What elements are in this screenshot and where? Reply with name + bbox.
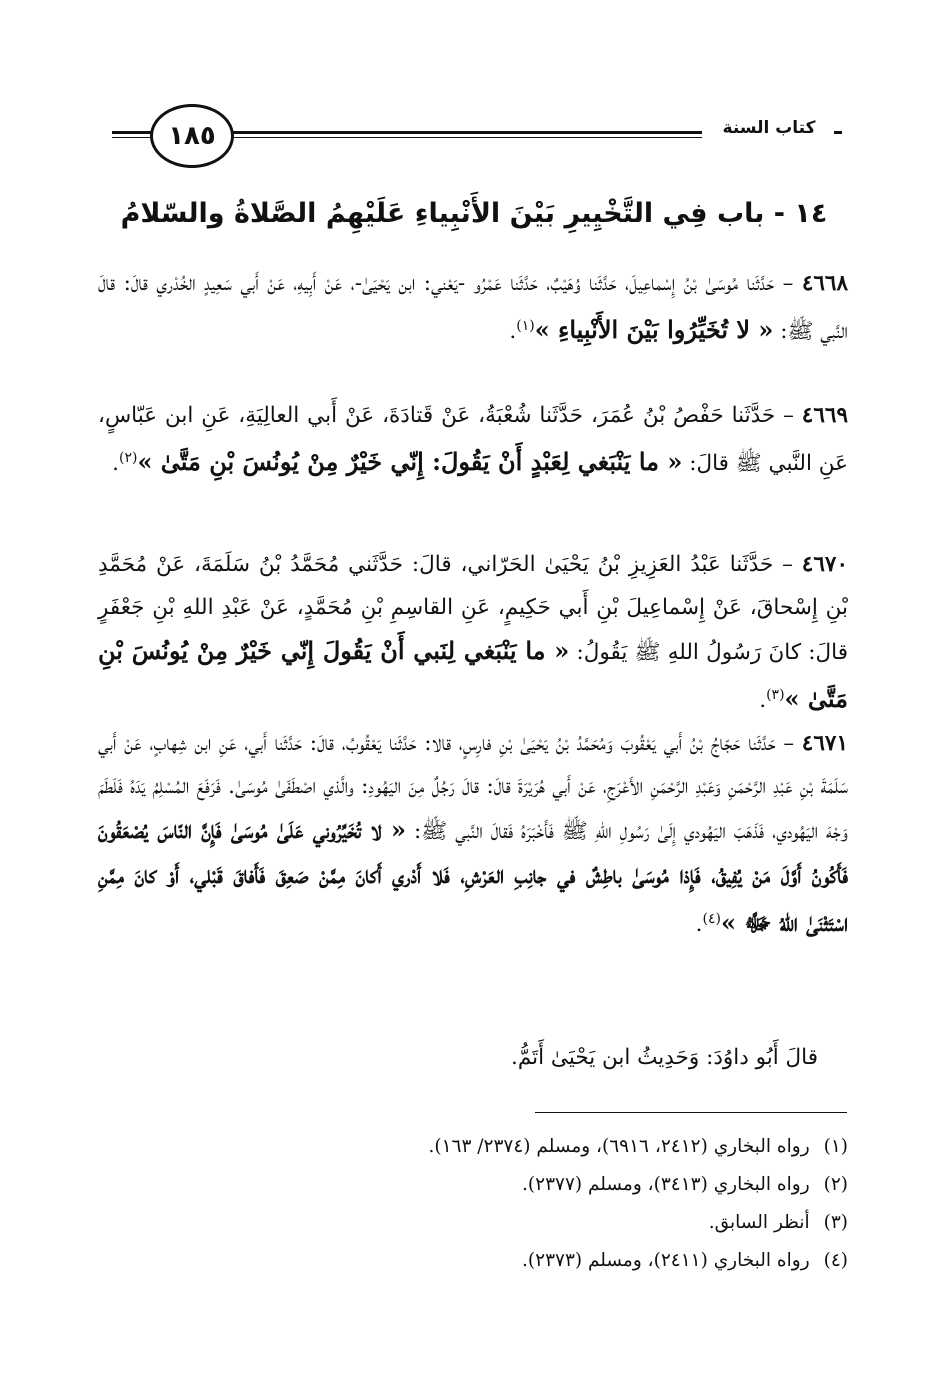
footnote-item [98, 1128, 848, 1166]
hadith-block: ٤٦٦٩ – حَدَّثَنا حَفْصُ بْنُ عُمَرَ، حَدَّثَنا شُعْبَةُ، عَنْ قَتادَةَ، عَنْ أَبي العالِيَةِ، عَنِ ابن عَبّاسٍ، عَنِ النَّبي ﷺ قالَ: « ما يَنْبَغي لِعَبْدٍ أَنْ يَقُولَ: إِنّي خَيْرٌ مِنْ يُونُسَ بْنِ مَتَّىٰ »$^{(٢)}$. [98, 403, 848, 477]
hadith-matn: « ما يَنْبَغي لِنَبي أَنْ يَقُولَ إِنّي خَيْرٌ مِنْ يُونُسَ بْنِ مَتَّىٰ » [98, 636, 848, 714]
footnote-ref: (٤) [702, 911, 721, 927]
footnote-number: (٢) [823, 1174, 848, 1195]
footnote-text: رواه البخاري (٣٤١٣)، ومسلم (٢٣٧٧). [522, 1174, 810, 1195]
footnote-separator [535, 1112, 847, 1113]
footnotes [98, 1128, 848, 1280]
hadith-number: ٤٦٦٩ [801, 403, 848, 428]
footnote-item [98, 1166, 848, 1204]
hadith-matn: « لا تُخَيِّرُوا بَيْنَ الأَنْبِياءِ » [534, 315, 774, 345]
footnote-ref: (١) [516, 318, 535, 334]
hadith-isnad: – حَدَّثَنا عَبْدُ العَزِيزِ بْنُ يَحْيَىٰ الحَرّاني، قالَ: حَدَّثَني مُحَمَّدُ بْنُ سَلَمَةَ، عَنْ مُحَمَّدِ بْنِ إِسْحاقَ، عَنْ إِسْماعِيلَ بْنِ أَبي حَكِيمٍ، عَنِ القاسِمِ بْنِ مُحَمَّدٍ، عَنْ عَبْدِ اللهِ بْنِ جَعْفَرٍ قالَ: كانَ رَسُولُ اللهِ ﷺ يَقُولُ: [98, 552, 848, 665]
footnote-text: أنظر السابق. [708, 1212, 810, 1233]
footnote-text: رواه البخاري (٢٤١٢، ٦٩١٦)، ومسلم (٢٣٧٤/ ١٦٣). [428, 1136, 810, 1157]
footnote-number: (١) [823, 1136, 848, 1157]
footnote-item [98, 1204, 848, 1242]
header-rule-tail [834, 131, 842, 134]
footnote-item [98, 1242, 848, 1280]
hadith-isnad: – حَدَّثَنا حَفْصُ بْنُ عُمَرَ، حَدَّثَنا شُعْبَةُ، عَنْ قَتادَةَ، عَنْ أَبي العالِيَةِ، عَنِ ابن عَبّاسٍ، عَنِ النَّبي ﷺ قالَ: [98, 403, 848, 477]
hadith-block: ٤٦٧١ – حَدَّثَنا حَجّاجُ بْنُ أَبي يَعْقُوبَ وَمُحَمَّدُ بْنُ يَحْيَىٰ بْنِ فارِسٍ، قالا: حَدَّثَنا يَعْقُوبُ، قالَ: حَدَّثَنا أَبي، عَنِ ابن شِهابٍ، عَنْ أَبي سَلَمَةَ بْنِ عَبْدِ الرَّحْمَنِ وَعَبْدِ الرَّحْمَنِ الأَعْرَجِ، عَنْ أَبي هُرَيْرَةَ قالَ: قالَ رَجُلٌ مِنَ اليَهُودِ: والَّذي اصْطَفَىٰ مُوسَىٰ. فَرَفَعَ المُسْلِمُ يَدَهُ فَلَطَمَ وَجْهَ اليَهُودي، فَذَهَبَ اليَهُودي إِلَىٰ رَسُولِ اللهِ ﷺ فَأَخْبَرَهُ فَقالَ النَّبي ﷺ: « لا تُخَيِّرُوني عَلَىٰ مُوسَىٰ فَإِنَّ النّاسَ يُصْعَقُونَ فَأَكُونُ أَوَّلَ مَنْ يُفِيقُ، فَإِذا مُوسَىٰ باطِشٌ في جانِبِ العَرْشِ، فَلا أَدْري أَكانَ مِمَّنْ صَعِقَ فَأَفاقَ قَبْلي، أَوْ كانَ مِمَّنِ اسْتَثْنَىٰ اللهُ ﷻ »$^{(٤)}$. [98, 731, 848, 938]
closing-note: قالَ أَبُو داوُدَ: وَحَدِيثُ ابن يَحْيَىٰ أَتَمُّ. [510, 1045, 818, 1070]
footnote-ref: (٣) [766, 687, 785, 703]
hadith-number: ٤٦٦٨ [801, 271, 849, 296]
page-number: ١٨٥ [168, 121, 216, 151]
footnote-ref: (٢) [118, 450, 138, 466]
running-header-title: كتاب السنة [722, 118, 816, 138]
footnote-number: (٤) [823, 1250, 848, 1271]
page-number-badge [150, 104, 234, 168]
hadith-number: ٤٦٧١ [801, 731, 848, 756]
chapter-title: ١٤ - باب فِي التَّخْيِيرِ بَيْنَ الأَنْبِياءِ عَلَيْهِمُ الصَّلاةُ والسّلامُ [120, 198, 828, 229]
hadith-block: ٤٦٦٨ – حَدَّثَنا مُوسَىٰ بْنُ إِسْماعِيلَ، حَدَّثَنا وُهَيْبٌ، حَدَّثَنا عَمْرُو -يَعْني: ابن يَحْيَىٰ-، عَنْ أَبِيهِ، عَنْ أَبي سَعِيدٍ الخُدْري قالَ: قالَ النَّبي ﷺ: « لا تُخَيِّرُوا بَيْنَ الأَنْبِياءِ »$^{(١)}$. [98, 271, 849, 345]
footnote-number: (٣) [823, 1212, 848, 1233]
hadith-matn: « ما يَنْبَغي لِعَبْدٍ أَنْ يَقُولَ: إِنّي خَيْرٌ مِنْ يُونُسَ بْنِ مَتَّىٰ » [137, 447, 683, 477]
hadith-isnad: – حَدَّثَنا حَجّاجُ بْنُ أَبي يَعْقُوبَ وَمُحَمَّدُ بْنُ يَحْيَىٰ بْنِ فارِسٍ، قالا: حَدَّثَنا يَعْقُوبُ، قالَ: حَدَّثَنا أَبي، عَنِ ابن شِهابٍ، عَنْ أَبي سَلَمَةَ بْنِ عَبْدِ الرَّحْمَنِ وَعَبْدِ الرَّحْمَنِ الأَعْرَجِ، عَنْ أَبي هُرَيْرَةَ قالَ: قالَ رَجُلٌ مِنَ اليَهُودِ: والَّذي اصْطَفَىٰ مُوسَىٰ. فَرَفَعَ المُسْلِمُ يَدَهُ فَلَطَمَ وَجْهَ اليَهُودي، فَذَهَبَ اليَهُودي إِلَىٰ رَسُولِ اللهِ ﷺ فَأَخْبَرَهُ فَقالَ النَّبي ﷺ: [98, 731, 848, 844]
footnote-text: رواه البخاري (٢٤١١)، ومسلم (٢٣٧٣). [522, 1250, 810, 1271]
header-rule-right [224, 131, 702, 138]
hadith-isnad: – حَدَّثَنا مُوسَىٰ بْنُ إِسْماعِيلَ، حَدَّثَنا وُهَيْبٌ، حَدَّثَنا عَمْرُو -يَعْني: ابن يَحْيَىٰ-، عَنْ أَبِيهِ، عَنْ أَبي سَعِيدٍ الخُدْري قالَ: قالَ النَّبي ﷺ: [98, 271, 848, 345]
hadith-number: ٤٦٧٠ [801, 552, 848, 577]
hadith-block: ٤٦٧٠ – حَدَّثَنا عَبْدُ العَزِيزِ بْنُ يَحْيَىٰ الحَرّاني، قالَ: حَدَّثَني مُحَمَّدُ بْنُ سَلَمَةَ، عَنْ مُحَمَّدِ بْنِ إِسْحاقَ، عَنْ إِسْماعِيلَ بْنِ أَبي حَكِيمٍ، عَنِ القاسِمِ بْنِ مُحَمَّدٍ، عَنْ عَبْدِ اللهِ بْنِ جَعْفَرٍ قالَ: كانَ رَسُولُ اللهِ ﷺ يَقُولُ: « ما يَنْبَغي لِنَبي أَنْ يَقُولَ إِنّي خَيْرٌ مِنْ يُونُسَ بْنِ مَتَّىٰ »$^{(٣)}$. [98, 552, 848, 714]
hadith-matn: « لا تُخَيِّرُوني عَلَىٰ مُوسَىٰ فَإِنَّ النّاسَ يُصْعَقُونَ فَأَكُونُ أَوَّلَ مَنْ يُفِيقُ، فَإِذا مُوسَىٰ باطِشٌ في جانِبِ العَرْشِ، فَلا أَدْري أَكانَ مِمَّنْ صَعِقَ فَأَفاقَ قَبْلي، أَوْ كانَ مِمَّنِ اسْتَثْنَىٰ اللهُ ﷻ » [98, 815, 848, 938]
